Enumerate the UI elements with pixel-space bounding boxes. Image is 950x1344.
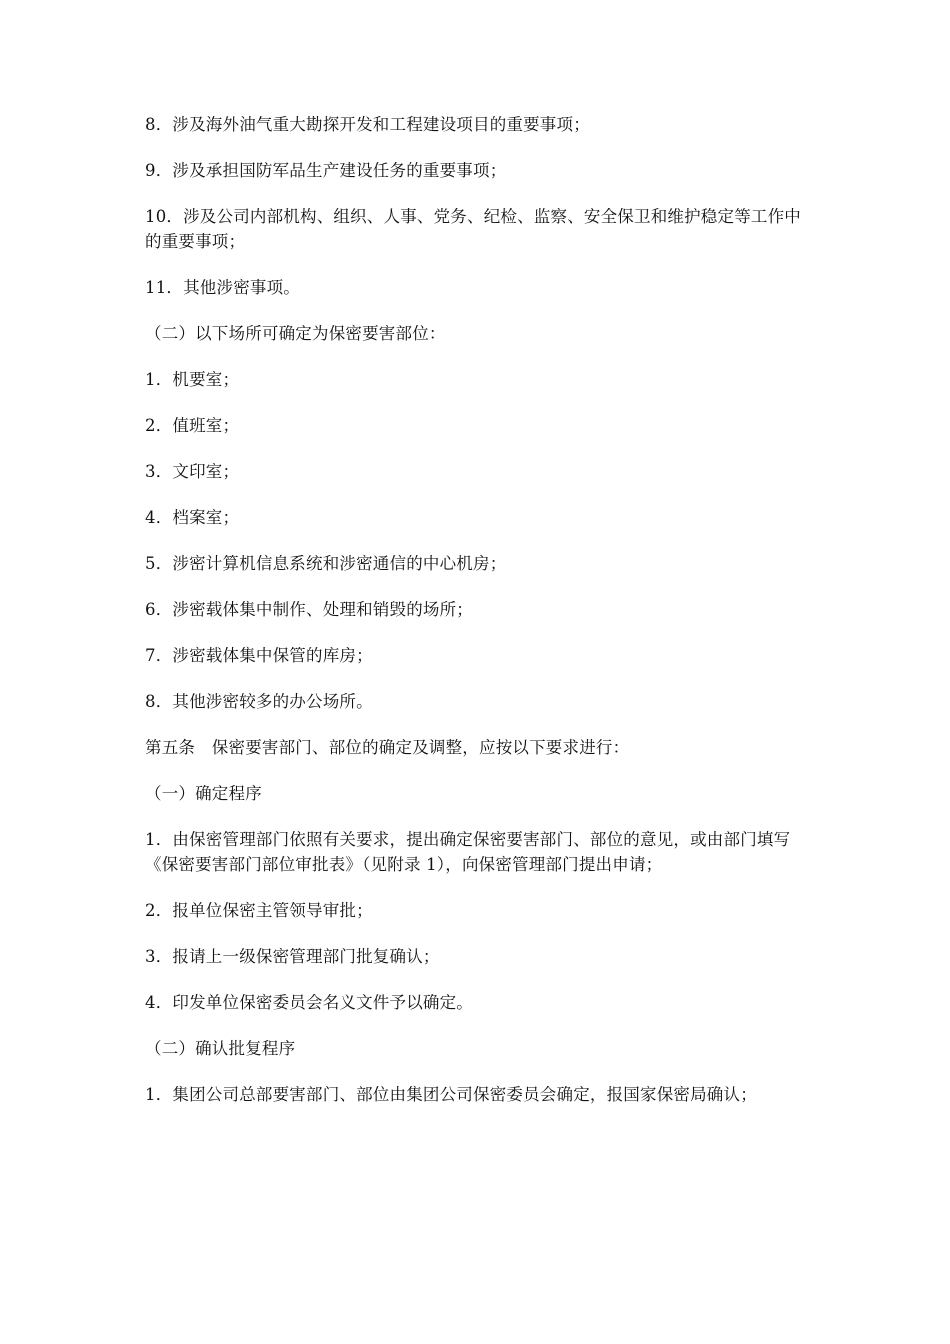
list-item: 2．报单位保密主管领导审批； xyxy=(145,901,373,920)
list-item: 1．由保密管理部门依照有关要求，提出确定保密要害部门、部位的意见，或由部门填写《保密要害部门部位审批表》（见附录 1），向保密管理部门提出申请； xyxy=(145,830,791,874)
list-item: 3．文印室； xyxy=(145,462,240,481)
list-item: 1．机要室； xyxy=(145,370,240,389)
list-item: 1．集团公司总部要害部门、部位由集团公司保密委员会确定，报国家保密局确认； xyxy=(145,1085,757,1104)
section-heading: （二）以下场所可确定为保密要害部位： xyxy=(145,324,446,343)
list-item: 8．其他涉密较多的办公场所。 xyxy=(145,692,373,711)
list-item: 4．印发单位保密委员会名义文件予以确定。 xyxy=(145,993,473,1012)
document-body xyxy=(145,112,810,1128)
article-heading: 第五条 保密要害部门、部位的确定及调整，应按以下要求进行： xyxy=(145,738,630,757)
list-item: 4．档案室； xyxy=(145,508,240,527)
list-item: 7．涉密载体集中保管的库房； xyxy=(145,646,373,665)
paragraph: 9．涉及承担国防军品生产建设任务的重要事项； xyxy=(145,161,507,180)
list-item: 3．报请上一级保密管理部门批复确认； xyxy=(145,947,440,966)
list-item: 5．涉密计算机信息系统和涉密通信的中心机房； xyxy=(145,554,507,573)
list-item: 2．值班室； xyxy=(145,416,240,435)
section-heading: （一）确定程序 xyxy=(145,784,262,803)
paragraph: 8．涉及海外油气重大勘探开发和工程建设项目的重要事项； xyxy=(145,115,590,134)
paragraph: 11．其他涉密事项。 xyxy=(145,278,300,297)
section-heading: （二）确认批复程序 xyxy=(145,1039,296,1058)
list-item: 6．涉密载体集中制作、处理和销毁的场所； xyxy=(145,600,473,619)
paragraph: 10．涉及公司内部机构、组织、人事、党务、纪检、监察、安全保卫和维护稳定等工作中的重要事项； xyxy=(145,207,801,251)
